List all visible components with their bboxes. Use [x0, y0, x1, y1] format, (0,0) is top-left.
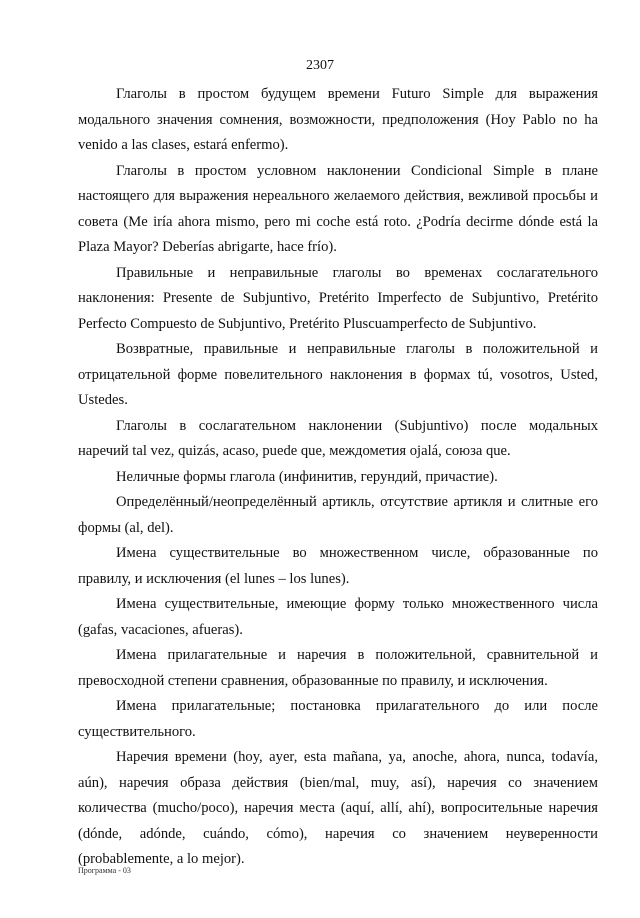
paragraph: Возвратные, правильные и неправильные глаголы в положительной и отрицательной форме повелительного наклонения в формах tú, vosotros, Usted, Ustedes. — [78, 341, 598, 408]
paragraph: Определённый/неопределённый артикль, отсутствие артикля и слитные его формы (al, del). — [78, 494, 598, 536]
paragraph: Имена существительные, имеющие форму только множественного числа (gafas, vacaciones, afueras). — [78, 596, 598, 638]
paragraph: Глаголы в простом будущем времени Futuro Simple для выражения модального значения сомнения, возможности, предположения (Hoy Pablo no ha venido a las clases, estará enfermo). — [78, 86, 598, 153]
paragraph: Глаголы в сослагательном наклонении (Subjuntivo) после модальных наречий tal vez, quizás, acaso, puede que, междометия ojalá, союза que. — [78, 417, 598, 459]
paragraph: Имена существительные во множественном числе, образованные по правилу, и исключения (el lunes – los lunes). — [78, 545, 598, 587]
document-body — [78, 82, 598, 873]
paragraph: Имена прилагательные и наречия в положительной, сравнительной и превосходной степени сравнения, образованные по правилу, и исключения. — [78, 647, 598, 689]
paragraph: Неличные формы глагола (инфинитив, герундий, причастие). — [116, 468, 498, 485]
paragraph: Наречия времени (hoy, ayer, esta mañana, ya, anoche, ahora, nunca, todavía, aún), наречия образа действия (bien/mal, muy, así), наречия со значением количества (mucho/poco), наречия места (aquí, allí, ahí), вопросительные наречия (dónde, adónde, cuándo, cómo), наречия со значением неуверенности (probablemente, a lo mejor). — [78, 749, 598, 867]
page-number: 2307 — [306, 58, 334, 73]
paragraph: Правильные и неправильные глаголы во временах сослагательного наклонения: Presente de Subjuntivo, Pretérito Imperfecto de Subjuntivo, Pretérito Perfecto Compuesto de Subjuntivo, Pretérito Pluscuamperfecto de Subjuntivo. — [78, 264, 598, 332]
page-footer: Программа - 03 — [78, 866, 131, 875]
paragraph: Имена прилагательные; постановка прилагательного до или после существительного. — [78, 698, 598, 740]
paragraph: Глаголы в простом условном наклонении Condicional Simple в плане настоящего для выражения нереального желаемого действия, вежливой просьбы и совета (Me iría ahora mismo, pero mi coche está roto. ¿Podría decirme dónde está la Plaza Mayor? Deberías abrigarte, hace frío). — [78, 162, 598, 255]
